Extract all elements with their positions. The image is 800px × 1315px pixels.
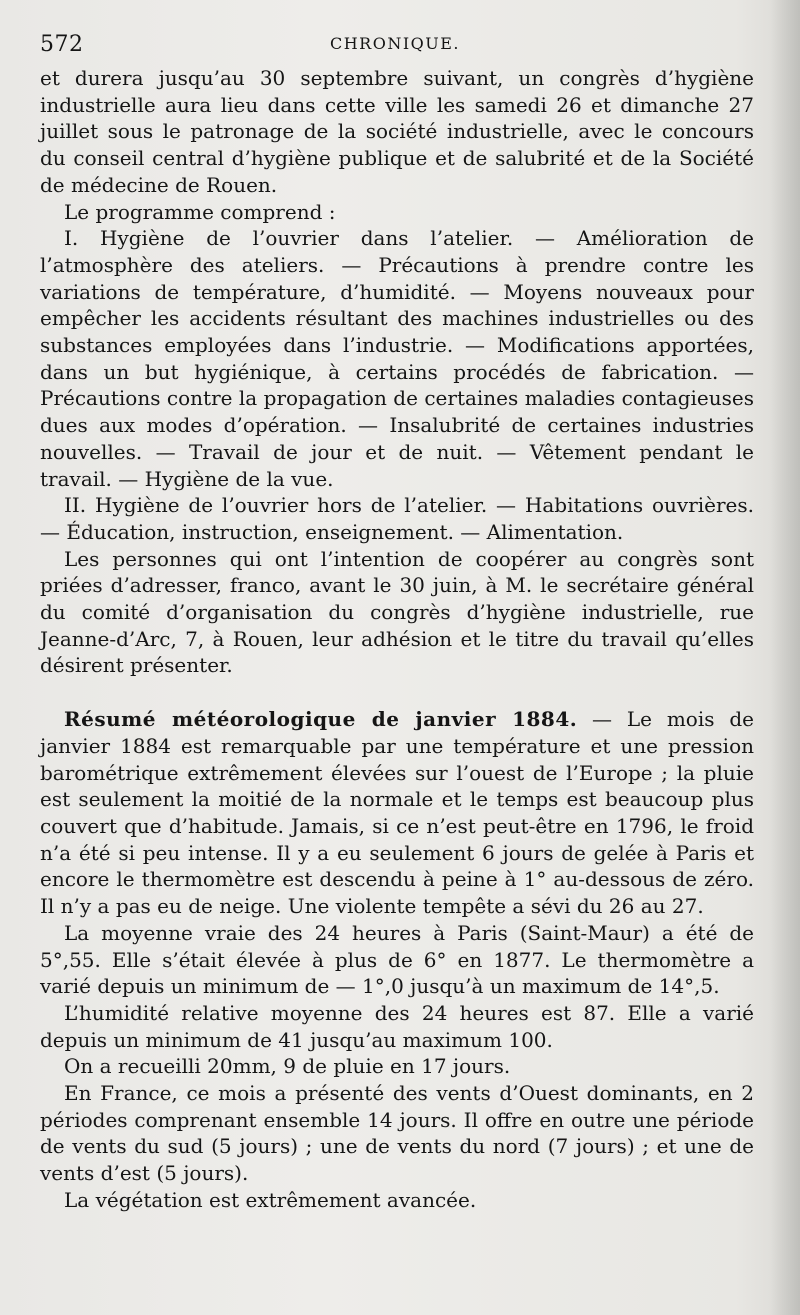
- meteo-intro-text: — Le mois de janvier 1884 est remarquable par une température et une pression barométrique extrêmement élevées sur l’ouest de l’Europe ; la pluie est seulement la moitié de la normale et le temps est beaucoup plus couvert que d’habitude. Jamais, si ce n’est peut-être en 1796, le froid n’a été si peu intense. Il y a eu seulement 6 jours de gelée à Paris et encore le thermomètre est descendu à peine à 1° au-dessous de zéro. Il n’y a pas eu de neige. Une violente tempête a sévi du 26 au 27.: [40, 707, 754, 919]
- paragraph-programme-part-1: I. Hygiène de l’ouvrier dans l’atelier. — Amélioration de l’atmosphère des ateliers. — Précautions à prendre contre les variations de température, d’humidité. — Moyens nouveaux pour empêcher les accidents résultant des machines industrielles ou des substances employées dans l’industrie. — Modifications apportées, dans un but hygiénique, à certains procédés de fabrication. — Précautions contre la propagation de certaines maladies contagieuses dues aux modes d’opération. — Insalubrité de certaines industries nouvelles. — Travail de jour et de nuit. — Vêtement pendant le travail. — Hygiène de la vue.: [40, 226, 754, 491]
- paragraph-meteo-winds: En France, ce mois a présenté des vents d’Ouest dominants, en 2 périodes comprenant ensemble 14 jours. Il offre en outre une période de vents du sud (5 jours) ; une de vents du nord (7 jours) ; et une de vents d’est (5 jours).: [40, 1081, 754, 1186]
- page-body: [40, 65, 754, 1214]
- paragraph-meteo-vegetation: La végétation est extrêmement avancée.: [64, 1187, 477, 1212]
- paragraph-registration: Les personnes qui ont l’intention de coopérer au congrès sont priées d’adresser, franco, avant le 30 juin, à M. le secrétaire général du comité d’organisation du congrès d’hygiène industrielle, rue Jeanne-d’Arc, 7, à Rouen, leur adhésion et le titre du travail qu’elles désirent présenter.: [40, 546, 754, 678]
- page-header: [40, 32, 750, 62]
- paragraph-meteo-rain: On a recueilli 20mm, 9 de pluie en 17 jours.: [64, 1054, 511, 1079]
- paragraph-programme-part-2: II. Hygiène de l’ouvrier hors de l’atelier. — Habitations ouvrières. — Éducation, instruction, enseignement. — Alimentation.: [40, 493, 754, 544]
- page-number: 572: [40, 32, 84, 57]
- paragraph-meteo-temperature: La moyenne vraie des 24 heures à Paris (Saint-Maur) a été de 5°,55. Elle s’était élevée à plus de 6° en 1877. Le thermomètre a varié depuis un minimum de — 1°,0 jusqu’à un maximum de 14°,5.: [40, 920, 754, 999]
- page-gutter-shadow: [770, 0, 800, 1315]
- running-head: CHRONIQUE.: [329, 34, 461, 53]
- section-title-meteo: Résumé météorologique de janvier 1884.: [64, 707, 578, 732]
- paragraph-meteo-summary: [40, 706, 754, 920]
- paragraph-meteo-humidity: L’humidité relative moyenne des 24 heures est 87. Elle a varié depuis un minimum de 41 jusqu’au maximum 100.: [40, 1000, 754, 1052]
- paragraph-congress-intro: et durera jusqu’au 30 septembre suivant, un congrès d’hygiène industrielle aura lieu dans cette ville les samedi 26 et dimanche 27 juillet sous le patronage de la société industrielle, avec le concours du conseil central d’hygiène publique et de salubrité et de la Société de médecine de Rouen.: [40, 66, 754, 197]
- paragraph-programme: Le programme comprend :: [64, 199, 336, 224]
